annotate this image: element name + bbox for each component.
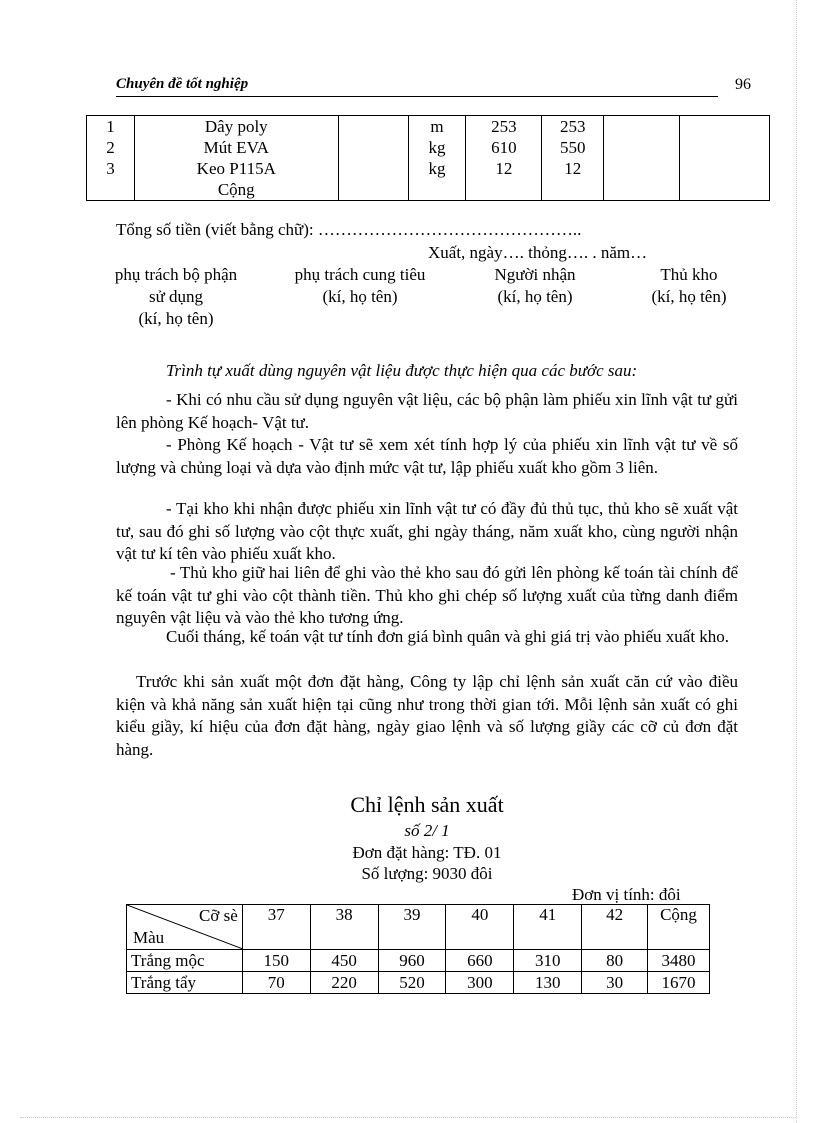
qty-cell: 520 xyxy=(378,972,446,994)
signature-role: phụ trách cung tiêu xyxy=(294,265,426,284)
qty-cell: 150 xyxy=(242,950,310,972)
unit-cell xyxy=(408,179,466,201)
size-color-table xyxy=(126,904,710,994)
table-row xyxy=(87,137,770,158)
size-header: 38 xyxy=(310,905,378,950)
paragraph: - Khi có nhu cầu sử dụng nguyên vật liệu, các bộ phận làm phiếu xin lĩnh vật tư gửi lên phòng Kế hoạch- Vật tư. xyxy=(116,390,738,432)
code-cell xyxy=(338,116,408,138)
issued-qty: 12 xyxy=(542,158,604,179)
price-cell xyxy=(604,179,680,201)
intro-text: Trình tự xuất dùng nguyên vật liệu được thực hiện qua các bước sau: xyxy=(166,361,638,380)
row-total: 3480 xyxy=(648,950,710,972)
color-label: Trắng tẩy xyxy=(127,972,243,994)
code-cell xyxy=(338,137,408,158)
table-row xyxy=(127,950,710,972)
total-in-words: Tổng số tiền (viết bằng chữ): ……………………………………….. xyxy=(116,220,582,239)
issued-qty: 253 xyxy=(542,116,604,138)
signature-dept xyxy=(100,264,252,330)
signature-supply xyxy=(280,264,440,308)
order-code: Đơn đặt hàng: TĐ. 01 xyxy=(352,843,502,862)
row-no: 3 xyxy=(87,158,135,179)
date-line: Xuất, ngày…. thỏng…. . năm… xyxy=(428,243,648,262)
row-total: 1670 xyxy=(648,972,710,994)
color-label: Trắng mộc xyxy=(127,950,243,972)
size-header: 41 xyxy=(514,905,582,950)
unit-cell: m xyxy=(408,116,466,138)
paragraph: - Tại kho khi nhận được phiếu xin lĩnh vật tư có đầy đủ thủ tục, thủ kho sẽ xuất vật tư, sau đó ghi số lượng vào cột thực xuất, ghi ngày tháng, năm xuất kho, cùng người nhận vật tư kí tên vào phiếu xuất kho. xyxy=(116,499,738,563)
price-cell xyxy=(604,158,680,179)
signature-storekeeper xyxy=(630,264,748,308)
size-header: 40 xyxy=(446,905,514,950)
amount-cell xyxy=(680,137,770,158)
page-edge-bottom xyxy=(20,1117,796,1118)
unit-cell: kg xyxy=(408,137,466,158)
unit-label: Đơn vị tính: đôi xyxy=(572,885,681,904)
page-number: 96 xyxy=(735,76,751,93)
signature-line2: (kí, họ tên) xyxy=(651,287,727,306)
paragraph: Trước khi sản xuất một đơn đặt hàng, Công ty lập chỉ lệnh sản xuất căn cứ vào điều kiện và khả năng sản xuất hiện tại cũng như trong thời gian tới. Mỗi lệnh sản xuất có ghi kiểu giầy, kí hiệu của đơn đặt hàng, ngày giao lệnh và số lượng giầy các cỡ củ đơn đặt hàng. xyxy=(116,672,738,759)
header-title: Chuyên đề tốt nghiệp xyxy=(116,76,249,92)
qty-cell: 450 xyxy=(310,950,378,972)
row-no xyxy=(87,179,135,201)
signature-line2: (kí, họ tên) xyxy=(497,287,573,306)
signature-line2: sử dụng xyxy=(148,287,204,306)
material-name: Dây poly xyxy=(134,116,338,138)
issued-qty: 550 xyxy=(542,137,604,158)
header-rule xyxy=(116,96,718,97)
amount-cell xyxy=(680,116,770,138)
paragraph: Cuối tháng, kế toán vật tư tính đơn giá bình quân và ghi giá trị vào phiếu xuất kho. xyxy=(166,627,730,646)
qty-cell: 220 xyxy=(310,972,378,994)
signature-line2: (kí, họ tên) xyxy=(322,287,398,306)
row-no: 1 xyxy=(87,116,135,138)
table-row xyxy=(87,116,770,138)
qty-cell: 130 xyxy=(514,972,582,994)
paragraph: - Phòng Kế hoạch - Vật tư sẽ xem xét tính hợp lý của phiếu xin lĩnh vật tư về số lượng và chủng loại và dựa vào định mức vật tư, lập phiếu xuất kho gồm 3 liên. xyxy=(116,435,738,477)
qty-cell: 960 xyxy=(378,950,446,972)
signature-role: Người nhận xyxy=(494,265,576,284)
price-cell xyxy=(604,116,680,138)
paragraph: - Thủ kho giữ hai liên để ghi vào thẻ kho sau đó gửi lên phòng kế toán tài chính để kế toán vật tư ghi vào cột thành tiền. Thủ kho ghi chép số lượng xuất của từng danh điểm nguyên vật liệu và vào thẻ kho tương ứng. xyxy=(116,563,738,627)
size-header: 39 xyxy=(378,905,446,950)
row-no: 2 xyxy=(87,137,135,158)
requested-qty xyxy=(466,179,542,201)
signature-receiver xyxy=(470,264,600,308)
signature-role: phụ trách bộ phận xyxy=(114,265,238,284)
signature-line3: (kí, họ tên) xyxy=(138,309,214,328)
requested-qty: 12 xyxy=(466,158,542,179)
code-cell xyxy=(338,158,408,179)
qty-cell: 80 xyxy=(582,950,648,972)
amount-cell xyxy=(680,158,770,179)
table-row-total xyxy=(87,179,770,201)
price-cell xyxy=(604,137,680,158)
order-number: số 2/ 1 xyxy=(404,821,450,840)
qty-cell: 70 xyxy=(242,972,310,994)
code-cell xyxy=(338,179,408,201)
order-title: Chỉ lệnh sản xuất xyxy=(350,792,504,817)
total-header: Cộng xyxy=(648,905,710,950)
qty-cell: 30 xyxy=(582,972,648,994)
order-quantity: Số lượng: 9030 đôi xyxy=(361,864,493,883)
size-axis-label: Cỡ sè xyxy=(199,906,238,925)
page-edge-right xyxy=(796,0,797,1123)
table-row xyxy=(87,158,770,179)
color-axis-label: Màu xyxy=(133,928,165,947)
requested-qty: 253 xyxy=(466,116,542,138)
material-name: Mút EVA xyxy=(134,137,338,158)
qty-cell: 660 xyxy=(446,950,514,972)
material-name: Keo P115A xyxy=(134,158,338,179)
signature-role: Thủ kho xyxy=(660,265,718,284)
total-label: Cộng xyxy=(134,179,338,201)
materials-table xyxy=(86,115,770,201)
table-row xyxy=(127,972,710,994)
size-header: 42 xyxy=(582,905,648,950)
qty-cell: 310 xyxy=(514,950,582,972)
requested-qty: 610 xyxy=(466,137,542,158)
issued-qty xyxy=(542,179,604,201)
corner-cell xyxy=(127,905,243,950)
amount-cell xyxy=(680,179,770,201)
table-header-row xyxy=(127,905,710,950)
unit-cell: kg xyxy=(408,158,466,179)
size-header: 37 xyxy=(242,905,310,950)
qty-cell: 300 xyxy=(446,972,514,994)
